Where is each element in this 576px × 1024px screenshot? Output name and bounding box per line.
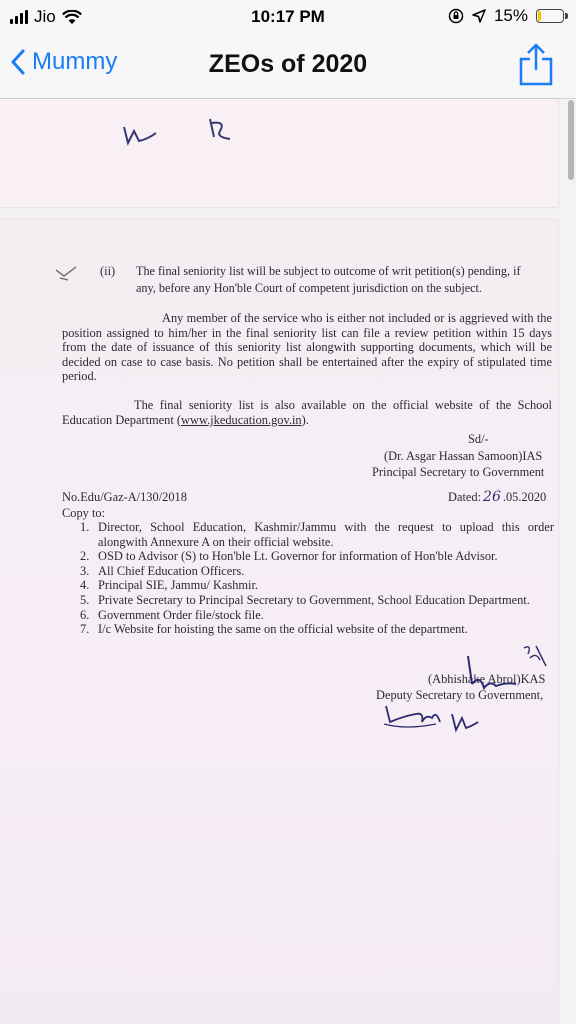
date-day-handwritten: 26 xyxy=(483,489,501,505)
document-date xyxy=(448,490,546,505)
copy-item-number: 3. xyxy=(80,563,90,578)
carrier-label: Jio xyxy=(34,7,56,26)
date-label: Dated: xyxy=(448,490,482,504)
copy-item-number: 2. xyxy=(80,549,90,564)
copy-item-text: Principal SIE, Jammu/ Kashmir. xyxy=(98,578,259,593)
copy-item-1 xyxy=(80,520,554,549)
deputy-name: (Abhishake Abrol)KAS xyxy=(428,672,546,686)
scrollbar[interactable] xyxy=(568,100,574,180)
copy-item-text: OSD to Advisor (S) to Hon'ble Lt. Governor for information of Hon'ble Advisor. xyxy=(98,549,498,564)
copy-item-number: 5. xyxy=(80,592,90,607)
copy-to-heading: Copy to: xyxy=(62,506,106,520)
page-title: ZEOs of 2020 xyxy=(208,50,368,78)
copy-item-7 xyxy=(80,622,554,637)
copy-item-5 xyxy=(80,593,554,608)
reference-number: No.Edu/Gaz-A/130/2018 xyxy=(62,490,187,504)
deputy-title: Deputy Secretary to Government, xyxy=(376,688,544,702)
copy-item-text: I/c Website for hoisting the same on the official website of the department. xyxy=(98,622,468,637)
sd-mark: Sd/- xyxy=(468,432,489,446)
battery-percent: 15% xyxy=(493,6,528,25)
copy-item-text: Government Order file/stock file. xyxy=(98,607,264,622)
status-time: 10:17 PM xyxy=(251,7,325,26)
signatory-title: Principal Secretary to Government xyxy=(372,465,545,479)
review-petition-paragraph: Any member of the service who is either not included or is aggrieved with the position assigned to him/her in the final seniority list can file a review petition within 15 days from the date of issuance of this seniority list alongwith supporting documents, which will be decided on case to case basis. No petition shall be entertained after the expiry of stipulated time period. xyxy=(62,311,552,384)
website-text-end: ). xyxy=(301,412,309,427)
copy-item-number: 4. xyxy=(80,578,90,593)
copy-item-2 xyxy=(80,549,554,564)
document-page-previous xyxy=(0,99,558,207)
copy-item-4 xyxy=(80,578,554,593)
handwritten-signature xyxy=(376,644,556,740)
battery-fill xyxy=(538,11,541,21)
document-page xyxy=(0,220,558,1024)
copy-item-number: 6. xyxy=(80,607,90,622)
website-link[interactable]: www.jkeducation.gov.in xyxy=(181,412,302,427)
copy-item-text: Director, School Education, Kashmir/Jammu with the request to upload this order alongwith Annexure A on their official website. xyxy=(98,520,554,549)
copy-list xyxy=(80,520,554,637)
item-ii-line2: any, before any Hon'ble Court of competent jurisdiction on the subject. xyxy=(136,281,482,295)
navigation-bar xyxy=(0,34,576,99)
tick-mark xyxy=(54,264,80,284)
share-icon[interactable] xyxy=(518,42,554,86)
status-right xyxy=(448,6,564,26)
copy-item-text: All Chief Education Officers. xyxy=(98,563,245,578)
copy-item-number: 1. xyxy=(80,520,90,534)
website-paragraph xyxy=(62,398,552,427)
handwritten-initials xyxy=(112,113,252,153)
website-text: The final seniority list is also available on the official website of the School Education Department ( xyxy=(62,398,552,427)
date-rest: .05.2020 xyxy=(502,490,547,504)
battery-icon xyxy=(536,9,564,23)
location-icon xyxy=(472,9,486,23)
rotation-lock-icon xyxy=(448,8,464,24)
signatory-name: (Dr. Asgar Hassan Samoon)IAS xyxy=(384,449,543,463)
item-ii-number: (ii) xyxy=(100,264,116,278)
copy-item-number: 7. xyxy=(80,622,90,637)
copy-item-text: Private Secretary to Principal Secretary to Government, School Education Department. xyxy=(98,592,530,607)
back-label: Mummy xyxy=(32,48,118,75)
status-bar xyxy=(0,0,576,34)
item-ii-line1: The final seniority list will be subject to outcome of writ petition(s) pending, if xyxy=(136,264,521,278)
copy-item-6 xyxy=(80,608,554,623)
copy-item-3 xyxy=(80,564,554,579)
